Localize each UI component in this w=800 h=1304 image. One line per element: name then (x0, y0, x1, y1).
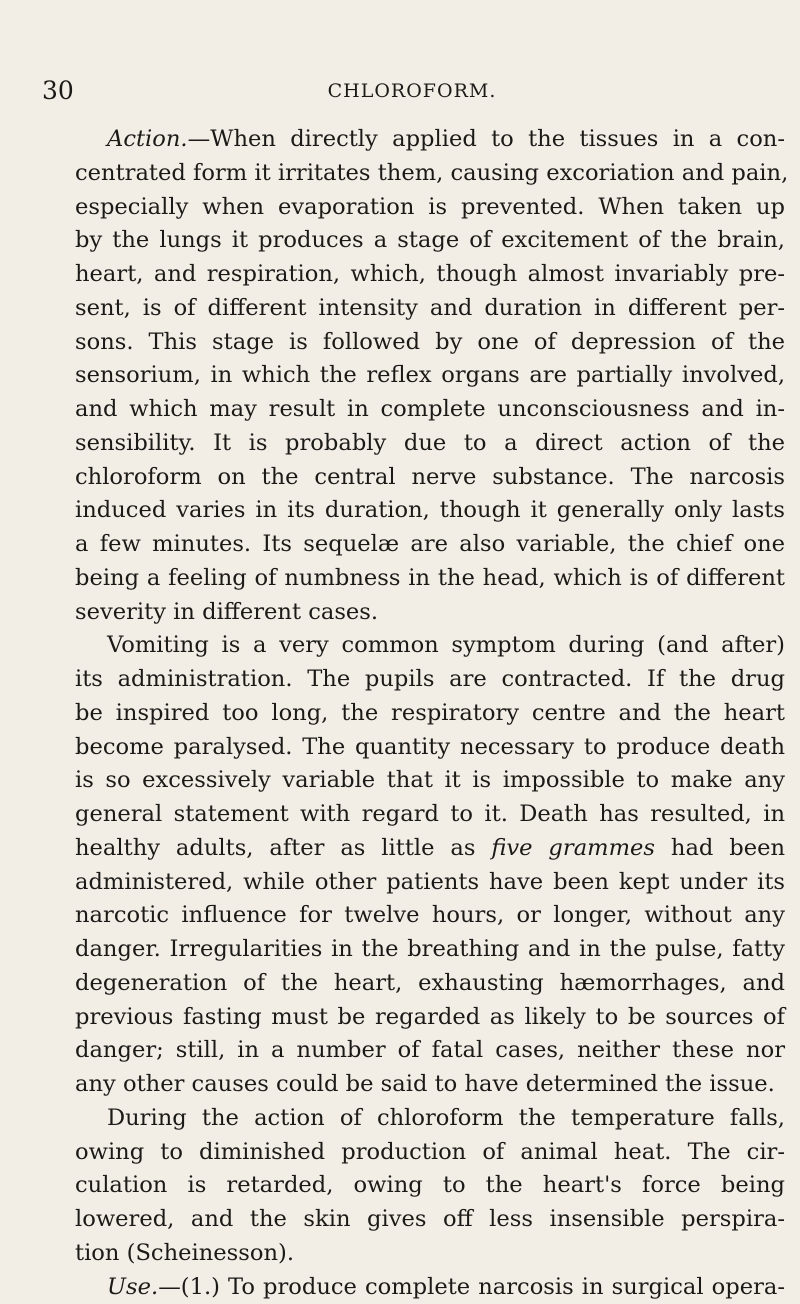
text-line: culation is retarded, owing to the heart's force being (75, 1169, 785, 1203)
text-line: any other causes could be said to have determined the issue. (75, 1068, 785, 1102)
section-lead-use: Use. (107, 1274, 158, 1300)
text-line: being a feeling of numbness in the head, which is of different (75, 562, 785, 596)
body-text (75, 123, 785, 1304)
text-line: heart, and respiration, which, though almost invariably pre- (75, 258, 785, 292)
text-line: its administration. The pupils are contracted. If the drug (75, 663, 785, 697)
text-line: previous fasting must be regarded as likely to be sources of (75, 1001, 785, 1035)
text-line: sons. This stage is followed by one of depression of the (75, 326, 785, 360)
text-line: centrated form it irritates them, causing excoriation and pain, (75, 157, 785, 191)
text-line: severity in different cases. (75, 596, 785, 630)
text-line: lowered, and the skin gives off less insensible perspira- (75, 1203, 785, 1237)
text-line: Use.—(1.) To produce complete narcosis in surgical opera- (75, 1271, 785, 1304)
text-line: administered, while other patients have been kept under its (75, 866, 785, 900)
running-head: CHLOROFORM. (42, 80, 782, 102)
text-line: a few minutes. Its sequelæ are also variable, the chief one (75, 528, 785, 562)
text-line: danger; still, in a number of fatal cases, neither these nor (75, 1034, 785, 1068)
text-line: During the action of chloroform the temperature falls, (75, 1102, 785, 1136)
text-line: general statement with regard to it. Death has resulted, in (75, 798, 785, 832)
text-line: sensorium, in which the reflex organs are partially involved, (75, 359, 785, 393)
text-line: sensibility. It is probably due to a direct action of the (75, 427, 785, 461)
text-line: danger. Irregularities in the breathing and in the pulse, fatty (75, 933, 785, 967)
text-line: tion (Scheinesson). (75, 1237, 785, 1271)
page-number: 30 (42, 76, 74, 105)
text-line: is so excessively variable that it is impossible to make any (75, 764, 785, 798)
text-line: degeneration of the heart, exhausting hæmorrhages, and (75, 967, 785, 1001)
text-line: especially when evaporation is prevented. When taken up (75, 191, 785, 225)
text-line: narcotic influence for twelve hours, or longer, without any (75, 899, 785, 933)
text-line: healthy adults, after as little as five grammes had been (75, 832, 785, 866)
text-line: owing to diminished production of animal heat. The cir- (75, 1136, 785, 1170)
text-line: sent, is of different intensity and duration in different per- (75, 292, 785, 326)
text-line: by the lungs it produces a stage of excitement of the brain, (75, 224, 785, 258)
text-line: become paralysed. The quantity necessary to produce death (75, 731, 785, 765)
text-line: Action.—When directly applied to the tissues in a con- (75, 123, 785, 157)
page-header (42, 76, 782, 110)
text-line: and which may result in complete unconsciousness and in- (75, 393, 785, 427)
section-lead-action: Action. (107, 126, 188, 152)
text-line: chloroform on the central nerve substance. The narcosis (75, 461, 785, 495)
text-line: Vomiting is a very common symptom during (and after) (75, 629, 785, 663)
emphasis-five-grammes: five grammes (491, 835, 655, 861)
text-line: induced varies in its duration, though it generally only lasts (75, 494, 785, 528)
text-line: be inspired too long, the respiratory centre and the heart (75, 697, 785, 731)
